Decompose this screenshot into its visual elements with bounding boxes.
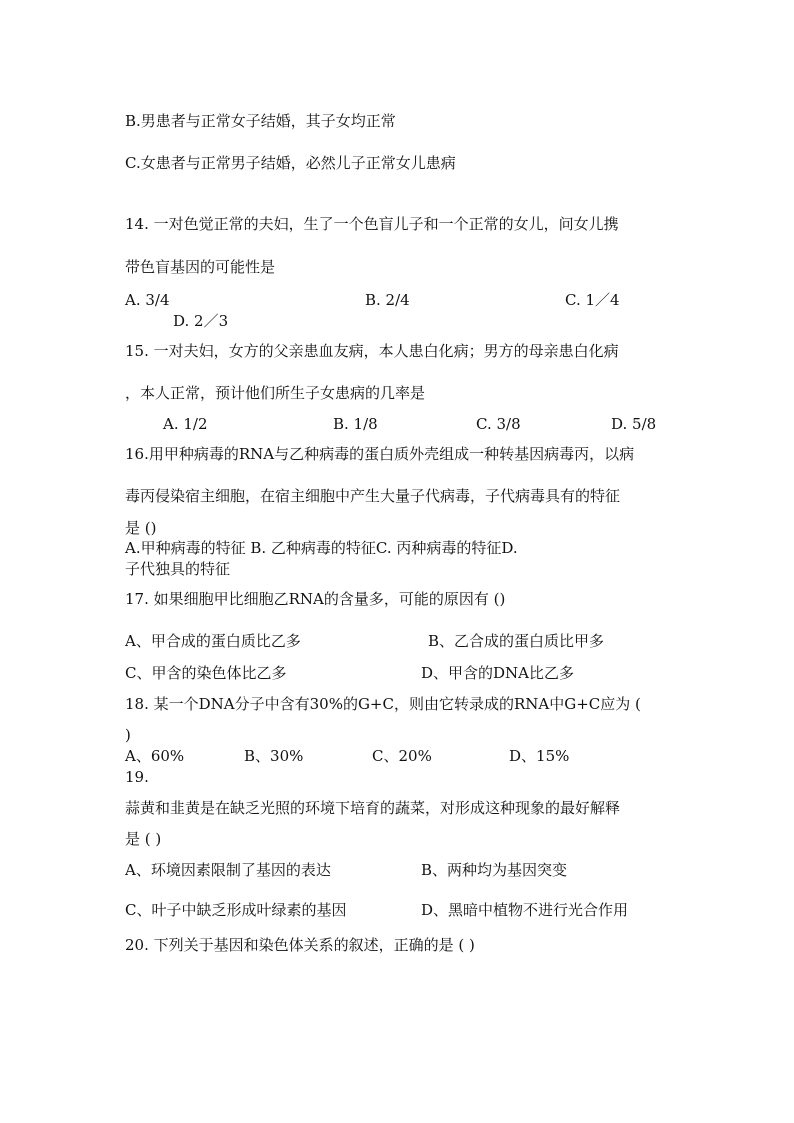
q19-number: 19.	[125, 768, 149, 786]
q14-stem-line1: 14. 一对色觉正常的夫妇，生了一个色盲儿子和一个正常的女儿，问女儿携	[125, 215, 619, 233]
q16-stem-line2: 毒丙侵染宿主细胞，在宿主细胞中产生大量子代病毒，子代病毒具有的特征	[125, 487, 621, 505]
q18-stem-line1: 18. 某一个DNA分子中含有30%的G+C，则由它转录成的RNA中G+C应为 (	[125, 695, 641, 713]
q19-stem-line1: 蒜黄和韭黄是在缺乏光照的环境下培育的蔬菜，对形成这种现象的最好解释	[125, 799, 621, 817]
q18-option-c: C、20%	[372, 747, 432, 765]
q17-option-d: D、甲含的DNA比乙多	[421, 664, 575, 682]
q16-stem-line1: 16.用甲种病毒的RNA与乙种病毒的蛋白质外壳组成一种转基因病毒丙，以病	[125, 445, 635, 463]
q14-option-c: C. 1／4	[565, 291, 620, 309]
q13-option-c: C.女患者与正常男子结婚，必然儿子正常女儿患病	[125, 154, 456, 172]
q15-option-b: B. 1/8	[333, 415, 378, 433]
q20-stem: 20. 下列关于基因和染色体关系的叙述，正确的是 ( )	[125, 936, 475, 954]
q17-option-b: B、乙合成的蛋白质比甲多	[428, 632, 605, 650]
q19-option-c: C、叶子中缺乏形成叶绿素的基因	[125, 901, 347, 919]
q13-option-b: B.男患者与正常女子结婚，其子女均正常	[125, 112, 396, 130]
q15-stem-line1: 15. 一对夫妇，女方的父亲患血友病，本人患白化病；男方的母亲患白化病	[125, 342, 619, 360]
q14-option-a: A. 3/4	[125, 291, 170, 309]
q18-option-b: B、30%	[244, 747, 304, 765]
q14-option-d: D. 2／3	[173, 312, 229, 330]
q14-option-b: B. 2/4	[365, 291, 410, 309]
q15-option-c: C. 3/8	[476, 415, 521, 433]
q17-option-c: C、甲含的染色体比乙多	[125, 664, 287, 682]
q18-option-d: D、15%	[509, 747, 570, 765]
q19-option-d: D、黑暗中植物不进行光合作用	[421, 901, 629, 919]
q16-stem-line3: 是 ()	[125, 519, 157, 537]
q19-stem-line2: 是 ( )	[125, 830, 162, 848]
q15-option-d: D. 5/8	[611, 415, 657, 433]
q19-option-b: B、两种均为基因突变	[421, 861, 568, 879]
q14-stem-line2: 带色盲基因的可能性是	[125, 258, 276, 276]
q19-option-a: A、环境因素限制了基因的表达	[125, 861, 331, 879]
q15-option-a: A. 1/2	[163, 415, 208, 433]
q16-options-line1: A.甲种病毒的特征 B. 乙种病毒的特征C. 丙种病毒的特征D.	[125, 539, 518, 557]
q17-option-a: A、甲合成的蛋白质比乙多	[125, 632, 301, 650]
q18-stem-line2: )	[125, 726, 131, 744]
q18-option-a: A、60%	[125, 747, 185, 765]
q15-stem-line2: ，本人正常，预计他们所生子女患病的几率是	[125, 384, 426, 402]
q17-stem: 17. 如果细胞甲比细胞乙RNA的含量多，可能的原因有 ()	[125, 590, 506, 608]
q16-options-line2: 子代独具的特征	[125, 560, 231, 578]
